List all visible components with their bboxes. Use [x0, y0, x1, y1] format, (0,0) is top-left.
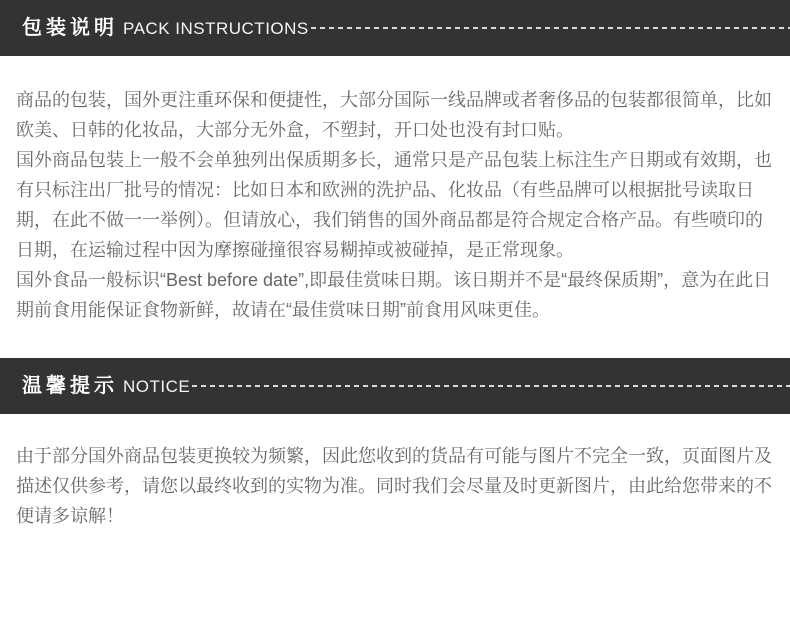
pack-instructions-header: [0, 0, 790, 56]
notice-paragraph: 由于部分国外商品包装更换较为频繁，因此您收到的货品有可能与图片不完全一致，页面图片及描述仅供参考，请您以最终收到的实物为准。同时我们会尽量及时更新图片，由此给您带来的不便请多谅解！: [16, 446, 772, 526]
section-notice: [0, 358, 790, 531]
notice-title-en: NOTICE: [123, 376, 191, 396]
pack-instructions-paragraph: 国外商品包装上一般不会单独列出保质期多长，通常只是产品包装上标注生产日期或有效期，也有只标注出厂批号的情况：比如日本和欧洲的洗护品、化妆品（有些品牌可以根据批号读取日期，在此不做一一举例）。但请放心，我们销售的国外商品都是符合规定合格产品。有些喷印的日期，在运输过程中因为摩擦碰撞很容易糊掉或被碰掉，是正常现象。: [16, 150, 772, 260]
pack-instructions-paragraph: 国外食品一般标识“Best before date”,即最佳赏味日期。该日期并不是“最终保质期”，意为在此日期前食用能保证食物新鲜，故请在“最佳赏味日期”前食用风味更佳。: [16, 270, 772, 320]
notice-header: [0, 358, 790, 414]
pack-instructions-title-cn: 包装说明: [22, 17, 118, 39]
pack-instructions-body: [0, 56, 790, 358]
dashed-divider: [311, 27, 790, 29]
notice-body: [0, 414, 790, 531]
pack-instructions-paragraph: 商品的包装，国外更注重环保和便捷性，大部分国际一线品牌或者奢侈品的包装都很简单，比如欧美、日韩的化妆品，大部分无外盒，不塑封，开口处也没有封口贴。: [16, 90, 772, 140]
notice-title-cn: 温馨提示: [22, 375, 118, 397]
pack-instructions-title-en: PACK INSTRUCTIONS: [123, 18, 309, 38]
dashed-divider: [192, 385, 790, 387]
